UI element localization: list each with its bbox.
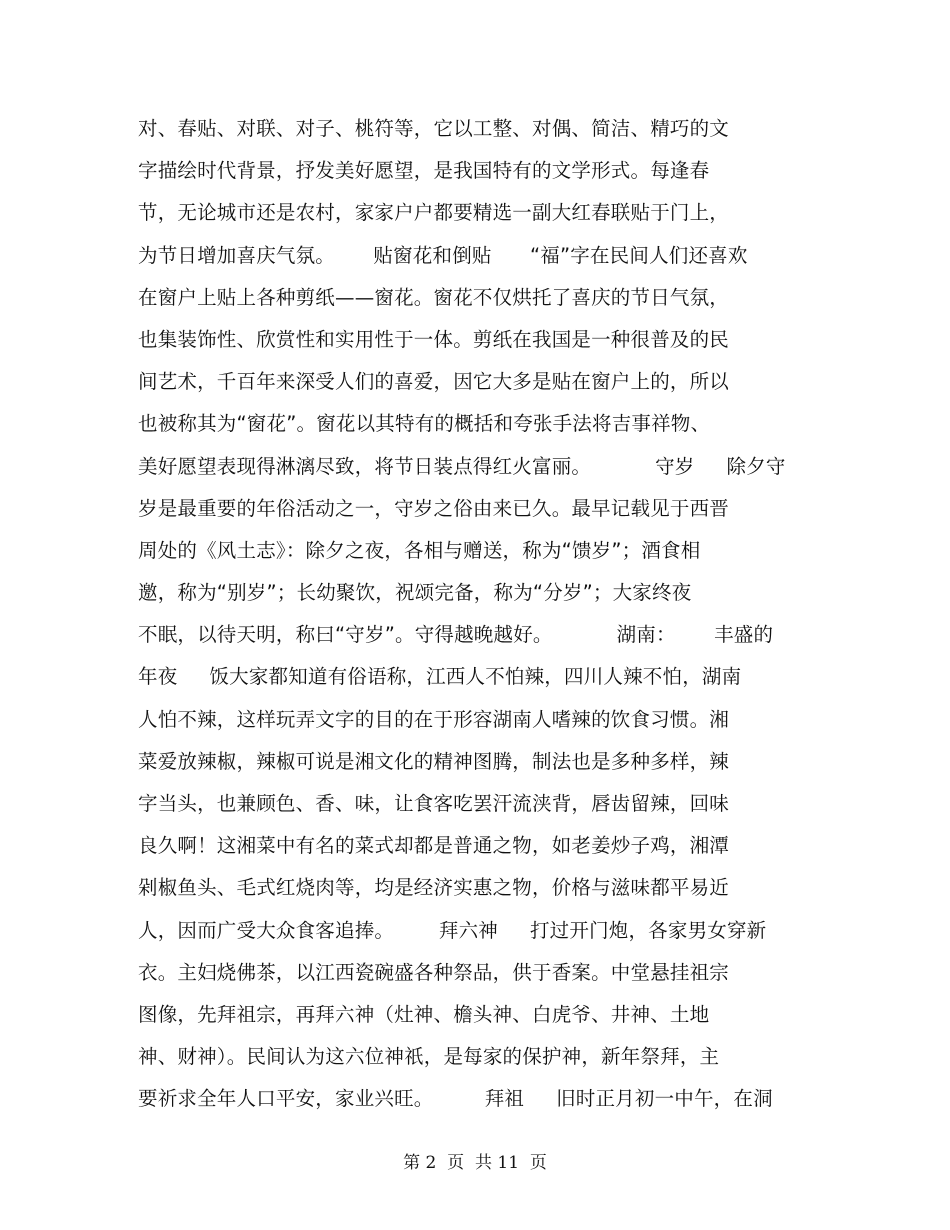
text-line: 邀，称为“别岁”；长幼聚饮，祝颂完备，称为“分岁”；大家终夜	[138, 581, 692, 605]
text-line: 良久啊！这湘菜中有名的菜式却都是普通之物，如老姜炒子鸡，湘潭	[138, 834, 730, 858]
text-line: 在窗户上贴上各种剪纸——窗花。窗花不仅烘托了喜庆的节日气氛，	[138, 285, 730, 309]
text-line: 周处的《风土志》：除夕之夜，各相与赠送，称为“馈岁”；酒食相	[138, 538, 701, 562]
text-line: 节，无论城市还是农村，家家户户都要精选一副大红春联贴于门上，	[138, 201, 730, 225]
text-line: 也被称其为“窗花”。窗花以其特有的概括和夸张手法将吉事祥物、	[138, 412, 711, 436]
text-line: 岁是最重要的年俗活动之一，守岁之俗由来已久。最早记载见于西晋	[138, 496, 730, 520]
text-line: 菜爱放辣椒，辣椒可说是湘文化的精神图腾，制法也是多种多样，辣	[138, 749, 730, 773]
text-line: 也集装饰性、欣赏性和实用性于一体。剪纸在我国是一种很普及的民	[138, 327, 730, 351]
page-number-footer: 第 2 页 共 11 页	[403, 1153, 547, 1173]
text-line: 神、财神）。民间认为这六位神祇，是每家的保护神，新年祭拜，主	[138, 1045, 720, 1069]
text-line: 美好愿望表现得淋漓尽致，将节日装点得红火富丽。 守岁 除夕守	[138, 454, 786, 478]
body-text	[138, 108, 818, 1121]
text-line: 为节日增加喜庆气氛。 贴窗花和倒贴 “福”字在民间人们还喜欢	[138, 243, 748, 267]
text-line: 人，因而广受大众食客追捧。 拜六神 打过开门炮，各家男女穿新	[138, 918, 767, 942]
text-line: 字当头，也兼顾色、香、味，让食客吃罢汗流浃背，唇齿留辣，回味	[138, 792, 730, 815]
text-line: 不眠，以待天明，称曰“守岁”。守得越晚越好。 湖南： 丰盛的	[138, 623, 774, 647]
text-line: 人怕不辣，这样玩弄文字的目的在于形容湖南人嗜辣的饮食习惯。湘	[138, 707, 730, 731]
text-line: 字描绘时代背景，抒发美好愿望，是我国特有的文学形式。每逢春	[138, 159, 710, 183]
text-line: 图像，先拜祖宗，再拜六神（灶神、檐头神、白虎爷、井神、土地	[138, 1002, 710, 1026]
text-line: 要祈求全年人口平安，家业兴旺。 拜祖 旧时正月初一中午，在洞	[138, 1087, 773, 1111]
text-line: 间艺术，千百年来深受人们的喜爱，因它大多是贴在窗户上的，所以	[138, 370, 730, 394]
text-line: 对、春贴、对联、对子、桃符等，它以工整、对偶、简洁、精巧的文	[138, 117, 730, 140]
text-line: 年夜 饭大家都知道有俗语称，江西人不怕辣，四川人辣不怕，湖南	[138, 665, 742, 689]
text-line: 衣。主妇烧佛茶，以江西瓷碗盛各种祭品，供于香案。中堂悬挂祖宗	[138, 960, 730, 984]
text-line: 剁椒鱼头、毛式红烧肉等，均是经济实惠之物，价格与滋味都平易近	[138, 876, 730, 900]
